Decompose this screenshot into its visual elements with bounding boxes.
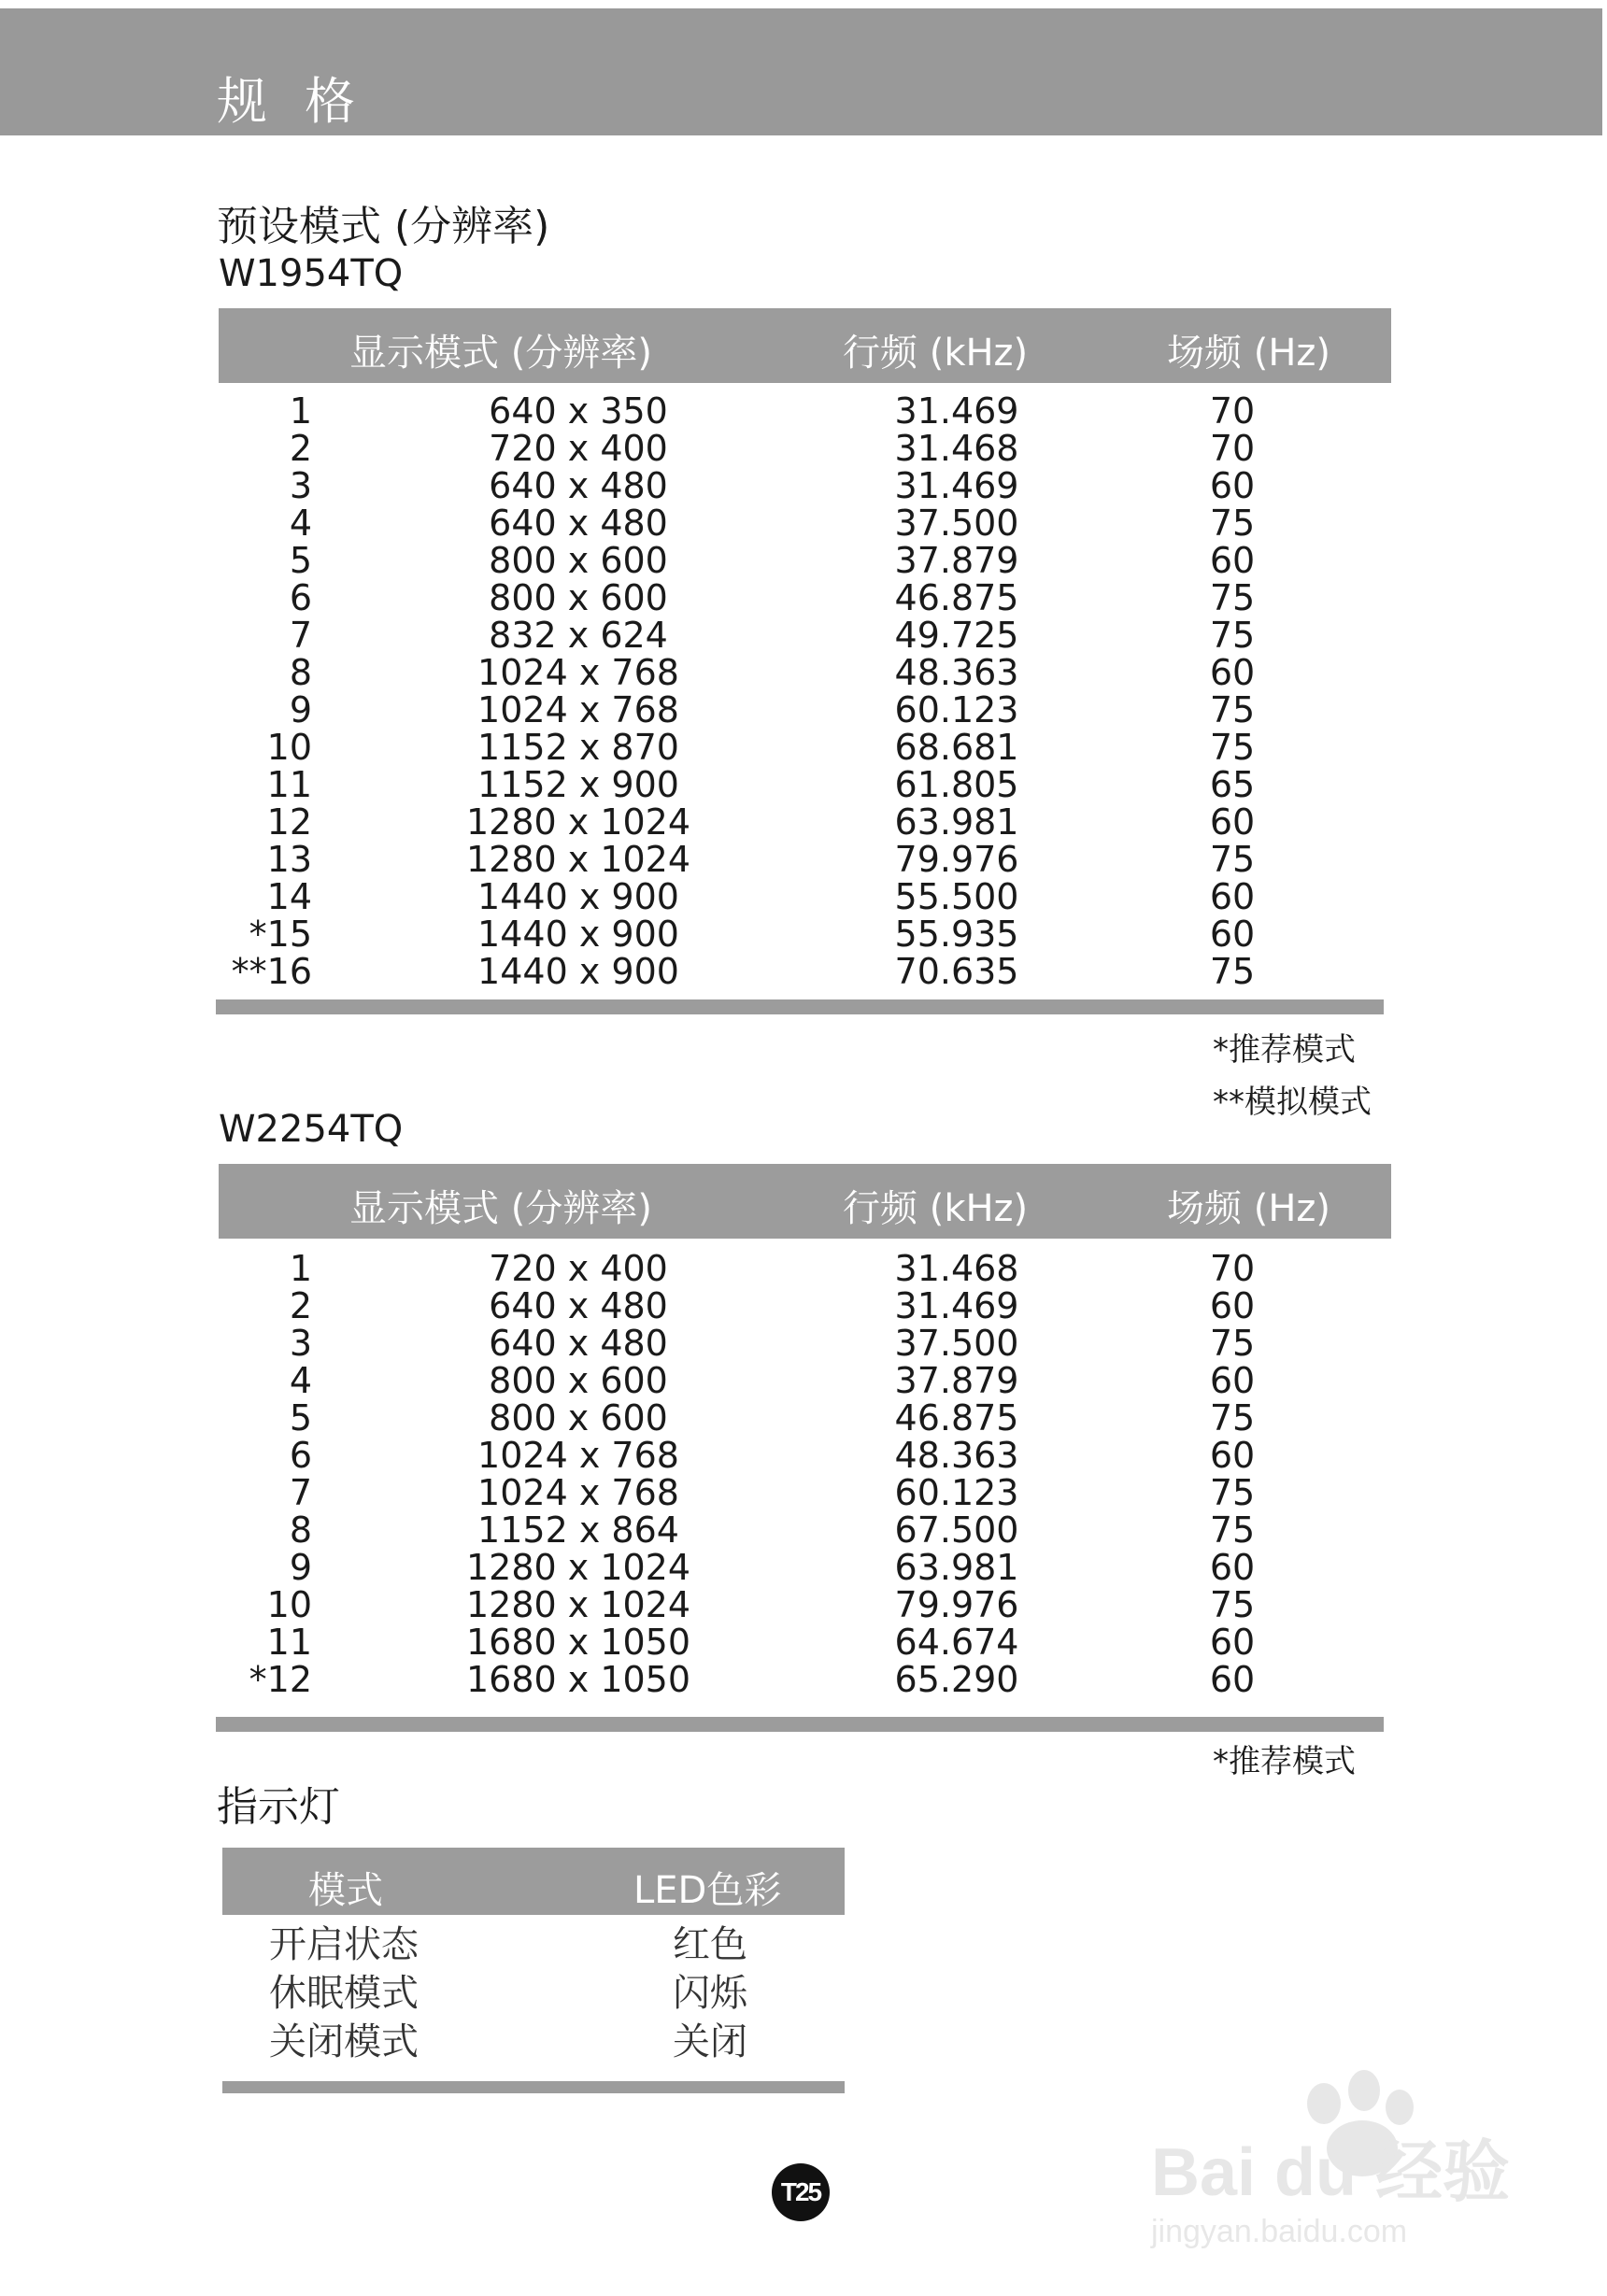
table-row	[219, 392, 1391, 430]
resolution: 1440 x 900	[477, 951, 679, 992]
horizontal-frequency: 79.976	[894, 1584, 1019, 1625]
vertical-frequency: 60	[1209, 1547, 1256, 1588]
vertical-frequency: 60	[1209, 540, 1256, 581]
resolution: 800 x 600	[489, 577, 668, 618]
column-header-vfreq: 场频 (Hz)	[1167, 332, 1330, 375]
horizontal-frequency: 37.879	[894, 540, 1019, 581]
vertical-frequency: 75	[1209, 577, 1256, 618]
horizontal-frequency: 31.469	[894, 1285, 1019, 1326]
horizontal-frequency: 61.805	[894, 764, 1019, 805]
resolution: 800 x 600	[489, 540, 668, 581]
resolution: 1024 x 768	[477, 652, 679, 693]
table-row	[219, 542, 1391, 579]
horizontal-frequency: 79.976	[894, 839, 1019, 880]
table-row	[219, 729, 1391, 766]
mode-index: 10	[266, 1584, 312, 1625]
column-header-vfreq: 场频 (Hz)	[1167, 1187, 1330, 1230]
vertical-frequency: 60	[1209, 801, 1256, 843]
resolution: 1440 x 900	[477, 876, 679, 917]
resolution: 720 x 400	[489, 428, 668, 469]
indicator-table-footer-bar	[222, 2081, 845, 2093]
table-footer-bar	[216, 999, 1384, 1014]
indicator-led-color: 关闭	[673, 2020, 747, 2063]
vertical-frequency: 75	[1209, 727, 1256, 768]
model-label-w2254tq: W2254TQ	[219, 1108, 404, 1151]
indicator-row	[222, 1920, 845, 1969]
mode-index: 9	[289, 689, 312, 730]
horizontal-frequency: 37.879	[894, 1360, 1019, 1401]
mode-index: 8	[289, 1509, 312, 1551]
column-header-hfreq: 行频 (kHz)	[843, 332, 1029, 375]
horizontal-frequency: 55.935	[894, 914, 1019, 955]
indicator-row	[222, 1969, 845, 2018]
mode-index: 13	[266, 839, 312, 880]
vertical-frequency: 75	[1209, 839, 1256, 880]
mode-index: 5	[289, 1397, 312, 1439]
mode-index: **16	[231, 951, 312, 992]
mode-index: 2	[289, 1285, 312, 1326]
horizontal-frequency: 48.363	[894, 1435, 1019, 1476]
horizontal-frequency: 55.500	[894, 876, 1019, 917]
page-title: 规格	[217, 72, 392, 131]
analog-mode-note: **模拟模式	[1213, 1084, 1372, 1121]
mode-index: 11	[266, 764, 312, 805]
table-row	[219, 1399, 1391, 1437]
resolution: 1024 x 768	[477, 1435, 679, 1476]
vertical-frequency: 75	[1209, 1509, 1256, 1551]
horizontal-frequency: 67.500	[894, 1509, 1019, 1551]
table-row	[219, 617, 1391, 654]
table-row	[219, 1250, 1391, 1287]
indicator-table	[222, 1848, 845, 2095]
mode-index: 8	[289, 652, 312, 693]
vertical-frequency: 60	[1209, 1659, 1256, 1700]
vertical-frequency: 70	[1209, 1248, 1256, 1289]
table-row	[219, 691, 1391, 729]
resolution: 1440 x 900	[477, 914, 679, 955]
indicator-led-color: 红色	[673, 1923, 747, 1966]
horizontal-frequency: 31.469	[894, 390, 1019, 432]
vertical-frequency: 75	[1209, 951, 1256, 992]
horizontal-frequency: 70.635	[894, 951, 1019, 992]
indicator-table-header	[222, 1848, 845, 1915]
timing-table-w2254tq	[219, 1164, 1391, 1734]
resolution: 832 x 624	[489, 615, 668, 656]
horizontal-frequency: 46.875	[894, 1397, 1019, 1439]
model-label-w1954tq: W1954TQ	[219, 252, 404, 295]
table-row	[219, 467, 1391, 504]
horizontal-frequency: 37.500	[894, 503, 1019, 544]
resolution: 640 x 350	[489, 390, 668, 432]
mode-index: 14	[266, 876, 312, 917]
resolution: 1024 x 768	[477, 1472, 679, 1513]
column-header-hfreq: 行频 (kHz)	[843, 1187, 1029, 1230]
horizontal-frequency: 31.469	[894, 465, 1019, 506]
table-row	[219, 654, 1391, 691]
resolution: 800 x 600	[489, 1397, 668, 1439]
vertical-frequency: 60	[1209, 652, 1256, 693]
table-row	[219, 1325, 1391, 1362]
mode-index: 12	[266, 801, 312, 843]
table-row	[219, 915, 1391, 953]
mode-index: 4	[289, 1360, 312, 1401]
mode-index: 2	[289, 428, 312, 469]
resolution: 1024 x 768	[477, 689, 679, 730]
indicator-mode: 开启状态	[269, 1923, 419, 1966]
horizontal-frequency: 64.674	[894, 1622, 1019, 1663]
vertical-frequency: 60	[1209, 1285, 1256, 1326]
mode-index: 3	[289, 465, 312, 506]
horizontal-frequency: 49.725	[894, 615, 1019, 656]
timing-table-w1954tq	[219, 308, 1391, 1028]
mode-index: 1	[289, 390, 312, 432]
table-row	[219, 1474, 1391, 1511]
indicator-heading: 指示灯	[217, 1783, 340, 1831]
resolution: 1152 x 870	[477, 727, 679, 768]
vertical-frequency: 60	[1209, 1622, 1256, 1663]
horizontal-frequency: 48.363	[894, 652, 1019, 693]
recommended-mode-note: *推荐模式	[1213, 1743, 1356, 1780]
table-header	[219, 308, 1391, 383]
indicator-row	[222, 2018, 845, 2066]
resolution: 720 x 400	[489, 1248, 668, 1289]
vertical-frequency: 60	[1209, 876, 1256, 917]
mode-index: *15	[249, 914, 312, 955]
horizontal-frequency: 60.123	[894, 689, 1019, 730]
resolution: 1280 x 1024	[465, 839, 691, 880]
vertical-frequency: 75	[1209, 689, 1256, 730]
vertical-frequency: 75	[1209, 1584, 1256, 1625]
table-row	[219, 1623, 1391, 1661]
resolution: 640 x 480	[489, 503, 668, 544]
recommended-mode-note: *推荐模式	[1213, 1031, 1356, 1069]
mode-index: 7	[289, 615, 312, 656]
table-row	[219, 430, 1391, 467]
resolution: 1680 x 1050	[465, 1622, 691, 1663]
vertical-frequency: 75	[1209, 503, 1256, 544]
resolution: 1680 x 1050	[465, 1659, 691, 1700]
horizontal-frequency: 65.290	[894, 1659, 1019, 1700]
indicator-mode: 休眠模式	[269, 1972, 419, 2015]
table-row	[219, 1661, 1391, 1698]
mode-index: 11	[266, 1622, 312, 1663]
horizontal-frequency: 68.681	[894, 727, 1019, 768]
table-row	[219, 841, 1391, 878]
table-row	[219, 1549, 1391, 1586]
column-header-mode: 模式	[308, 1869, 383, 1912]
resolution: 1152 x 864	[477, 1509, 679, 1551]
resolution: 640 x 480	[489, 465, 668, 506]
table-row	[219, 1362, 1391, 1399]
vertical-frequency: 75	[1209, 1323, 1256, 1364]
vertical-frequency: 75	[1209, 615, 1256, 656]
resolution: 640 x 480	[489, 1285, 668, 1326]
table-header	[219, 1164, 1391, 1239]
mode-index: 1	[289, 1248, 312, 1289]
table-row	[219, 579, 1391, 617]
column-header-led: LED色彩	[633, 1869, 782, 1912]
page-number-badge: T25	[772, 2163, 830, 2221]
vertical-frequency: 60	[1209, 1435, 1256, 1476]
horizontal-frequency: 31.468	[894, 428, 1019, 469]
baidu-jingyan-watermark	[1142, 2055, 1515, 2251]
mode-index: 5	[289, 540, 312, 581]
resolution: 1280 x 1024	[465, 801, 691, 843]
column-header-mode: 显示模式 (分辨率)	[349, 1187, 652, 1230]
table-row	[219, 1437, 1391, 1474]
table-row	[219, 803, 1391, 841]
mode-index: 4	[289, 503, 312, 544]
mode-index: 7	[289, 1472, 312, 1513]
horizontal-frequency: 63.981	[894, 1547, 1019, 1588]
table-row	[219, 1511, 1391, 1549]
resolution: 800 x 600	[489, 1360, 668, 1401]
table-row	[219, 953, 1391, 990]
mode-index: 6	[289, 577, 312, 618]
mode-index: 3	[289, 1323, 312, 1364]
vertical-frequency: 75	[1209, 1472, 1256, 1513]
table-row	[219, 1287, 1391, 1325]
horizontal-frequency: 60.123	[894, 1472, 1019, 1513]
horizontal-frequency: 37.500	[894, 1323, 1019, 1364]
vertical-frequency: 60	[1209, 1360, 1256, 1401]
indicator-mode: 关闭模式	[269, 2020, 419, 2063]
vertical-frequency: 70	[1209, 428, 1256, 469]
table-row	[219, 878, 1391, 915]
mode-index: 9	[289, 1547, 312, 1588]
horizontal-frequency: 46.875	[894, 577, 1019, 618]
watermark-url-text: jingyan.baidu.com	[1151, 2214, 1408, 2249]
horizontal-frequency: 63.981	[894, 801, 1019, 843]
vertical-frequency: 60	[1209, 914, 1256, 955]
table-row	[219, 1586, 1391, 1623]
mode-index: *12	[249, 1659, 312, 1700]
preset-modes-heading: 预设模式 (分辨率)	[217, 203, 550, 250]
mode-index: 6	[289, 1435, 312, 1476]
resolution: 1152 x 900	[477, 764, 679, 805]
mode-index: 10	[266, 727, 312, 768]
resolution: 640 x 480	[489, 1323, 668, 1364]
table-row	[219, 766, 1391, 803]
table-row	[219, 504, 1391, 542]
resolution: 1280 x 1024	[465, 1584, 691, 1625]
vertical-frequency: 60	[1209, 465, 1256, 506]
horizontal-frequency: 31.468	[894, 1248, 1019, 1289]
resolution: 1280 x 1024	[465, 1547, 691, 1588]
column-header-mode: 显示模式 (分辨率)	[349, 332, 652, 375]
vertical-frequency: 65	[1209, 764, 1256, 805]
table-footer-bar	[216, 1717, 1384, 1732]
indicator-led-color: 闪烁	[673, 1972, 747, 2015]
vertical-frequency: 70	[1209, 390, 1256, 432]
watermark-logo-text: Bai du 经验	[1151, 2135, 1511, 2210]
vertical-frequency: 75	[1209, 1397, 1256, 1439]
